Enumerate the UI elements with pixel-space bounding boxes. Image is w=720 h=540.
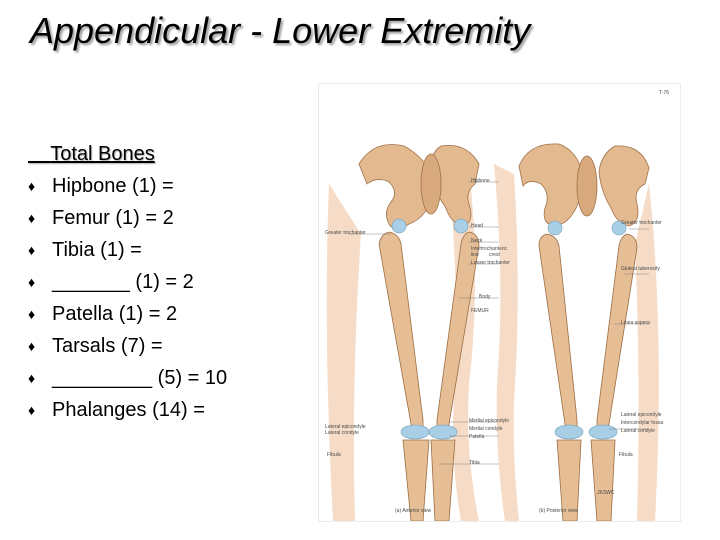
bullet-item: ♦ Patella (1) = 2: [28, 298, 318, 330]
label-gluteal-tuberosity: Gluteal tuberosity: [621, 266, 660, 272]
label-head: Head: [471, 223, 483, 229]
figure-code: T-76: [659, 90, 670, 96]
diamond-bullet-icon: ♦: [28, 274, 36, 290]
diamond-bullet-icon: ♦: [28, 338, 36, 354]
label-greater-trochanter-left: Greater trochanter: [325, 230, 366, 236]
label-medial-condyle: Medial condyle: [469, 426, 503, 432]
bullet-item: ♦ Tarsals (7) =: [28, 330, 318, 362]
label-line: line: [471, 252, 479, 258]
bullet-item: ♦ _______ (1) = 2: [28, 266, 318, 298]
bullet-item: ♦ Phalanges (14) =: [28, 394, 318, 426]
label-patella: Patella: [469, 434, 485, 440]
caption-posterior-view: (b) Posterior view: [539, 508, 578, 514]
label-femur: FEMUR: [471, 308, 489, 314]
label-fibula-left: Fibula: [327, 452, 341, 458]
diamond-bullet-icon: ♦: [28, 242, 36, 258]
slide-title: Appendicular - Lower Extremity: [30, 10, 531, 51]
bullet-item: ♦ _________ (5) = 10: [28, 362, 318, 394]
label-tibia: Tibia: [469, 460, 480, 466]
diamond-bullet-icon: ♦: [28, 178, 36, 194]
diamond-bullet-icon: ♦: [28, 210, 36, 226]
label-lateral-epicondyle-left: Lateral epicondyle: [325, 424, 366, 430]
label-lesser-trochanter: Lesser trochanter: [471, 260, 510, 266]
label-hipbone: Hipbone: [471, 178, 490, 184]
label-crest: crest: [489, 252, 500, 258]
diamond-bullet-icon: ♦: [28, 370, 36, 386]
label-linea-aspera: Linea aspera: [621, 320, 650, 326]
bullet-item: ♦ Tibia (1) =: [28, 234, 318, 266]
bone-list: [28, 138, 318, 426]
label-fibula-right: Fibula: [619, 452, 633, 458]
caption-anterior-view: (a) Anterior view: [395, 508, 432, 514]
bullet-item: ♦ Femur (1) = 2: [28, 202, 318, 234]
label-greater-trochanter-right: Greater trochanter: [621, 220, 662, 226]
diamond-bullet-icon: ♦: [28, 306, 36, 322]
label-lateral-condyle-left: Lateral condyle: [325, 430, 359, 436]
label-lateral-epicondyle-right: Lateral epicondyle: [621, 412, 662, 418]
label-body: Body: [479, 294, 491, 300]
diamond-bullet-icon: ♦: [28, 402, 36, 418]
lower-limb-illustration: [318, 83, 681, 522]
bone-list-heading: [28, 138, 318, 170]
label-neck: Neck: [471, 238, 483, 244]
artist-signature: JKSWC: [597, 490, 615, 496]
label-medial-epicondyle: Medial epicondyle: [469, 418, 510, 424]
femur-anatomy-figure: [319, 84, 680, 521]
heading-text: Total Bones: [50, 143, 155, 165]
label-intercondylar-fossa: Intercondylar fossa: [621, 420, 664, 426]
label-intertrochanteric: Intertrochanteric: [471, 246, 508, 252]
bullet-item: ♦ Hipbone (1) =: [28, 170, 318, 202]
label-lateral-condyle-right: Lateral condyle: [621, 428, 655, 434]
